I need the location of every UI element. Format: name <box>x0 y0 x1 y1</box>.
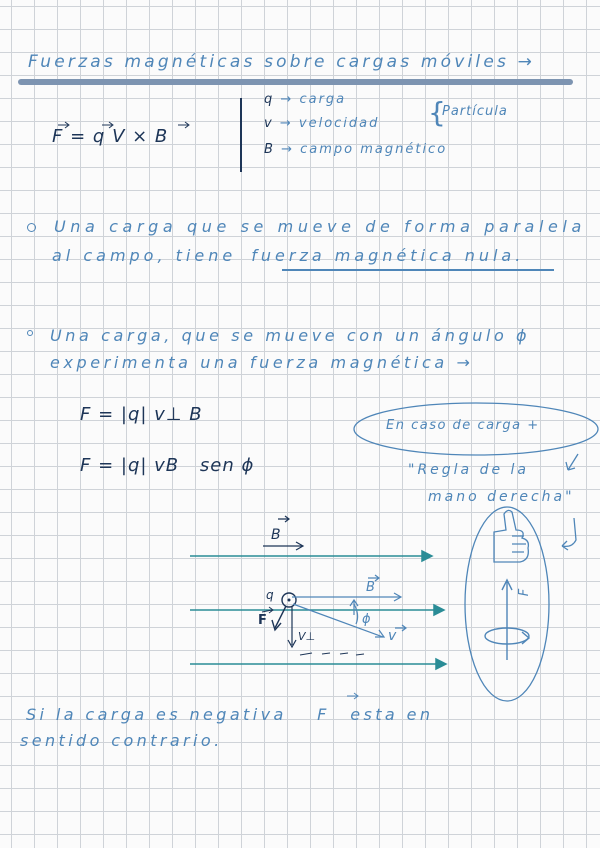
field-b-vector <box>263 516 303 550</box>
equation-sine-angle: sen ϕ <box>199 455 255 476</box>
note-oval <box>354 403 598 455</box>
legend-group-brace: { <box>428 96 446 129</box>
closing-force-symbol: F <box>317 705 330 724</box>
closing-line1a: Si la carga es negativa <box>26 705 287 724</box>
rule-line2: mano derecha" <box>428 489 575 505</box>
legend-arrow: → <box>279 116 293 131</box>
rule-line1: "Regla de la <box>408 462 530 478</box>
b-label: B <box>366 580 375 595</box>
equation-sine-main: F = |q| vB <box>80 455 180 476</box>
paragraph1-line2a: al campo, tiene <box>52 246 237 265</box>
paragraph2-line1: Una carga, que se mueve con un ángulo ϕ <box>50 326 531 345</box>
legend-arrow: → <box>281 142 294 157</box>
legend-symbol: B <box>264 142 275 157</box>
note-arrow <box>566 454 578 470</box>
closing-f-arrow <box>347 693 358 699</box>
vperp-label: V⊥ <box>298 630 316 643</box>
closing-line1c: esta en <box>350 705 434 724</box>
field-label: B <box>271 527 281 543</box>
v-label: v <box>388 628 397 644</box>
equation-perpendicular: F = |q| v⊥ B <box>80 404 203 425</box>
hand-pointer-arrow <box>562 518 576 550</box>
oval-note-text: En caso de carga + <box>386 418 540 433</box>
legend-meaning: campo magnético <box>300 142 448 157</box>
legend-arrow: → <box>280 92 294 107</box>
formula-lhs: F <box>52 126 64 147</box>
force-label: F <box>258 613 267 628</box>
field-lines <box>190 551 446 669</box>
legend-group-label: Partícula <box>442 104 508 119</box>
page-title: Fuerzas magnéticas sobre cargas móviles → <box>28 52 536 72</box>
formula-vector-arrows <box>58 122 189 128</box>
b-at-charge-vector <box>292 575 401 601</box>
legend-meaning: carga <box>299 92 347 107</box>
legend-meaning: velocidad <box>298 116 380 131</box>
paragraph2-line2: experimenta una fuerza magnética → <box>50 353 474 372</box>
paragraph1-line1: Una carga que se mueve de forma paralela <box>54 217 586 236</box>
paragraph1-highlight: fuerza magnética nula. <box>251 246 525 265</box>
closing-line2: sentido contrario. <box>20 731 223 750</box>
hand-force-label: F <box>517 588 533 597</box>
vperp-vector <box>288 606 296 647</box>
formula-equals: = <box>70 126 87 147</box>
charge-dot <box>288 599 291 602</box>
phi-label: ϕ <box>362 612 371 627</box>
thumbs-up-icon <box>494 510 528 562</box>
formula-rhs: q V × B <box>92 126 169 147</box>
charge-label: q <box>266 588 274 602</box>
vperp-projection <box>300 653 364 655</box>
legend-symbol: v <box>264 116 274 131</box>
legend-symbol: q <box>264 92 275 107</box>
closing-line1 <box>26 705 433 724</box>
